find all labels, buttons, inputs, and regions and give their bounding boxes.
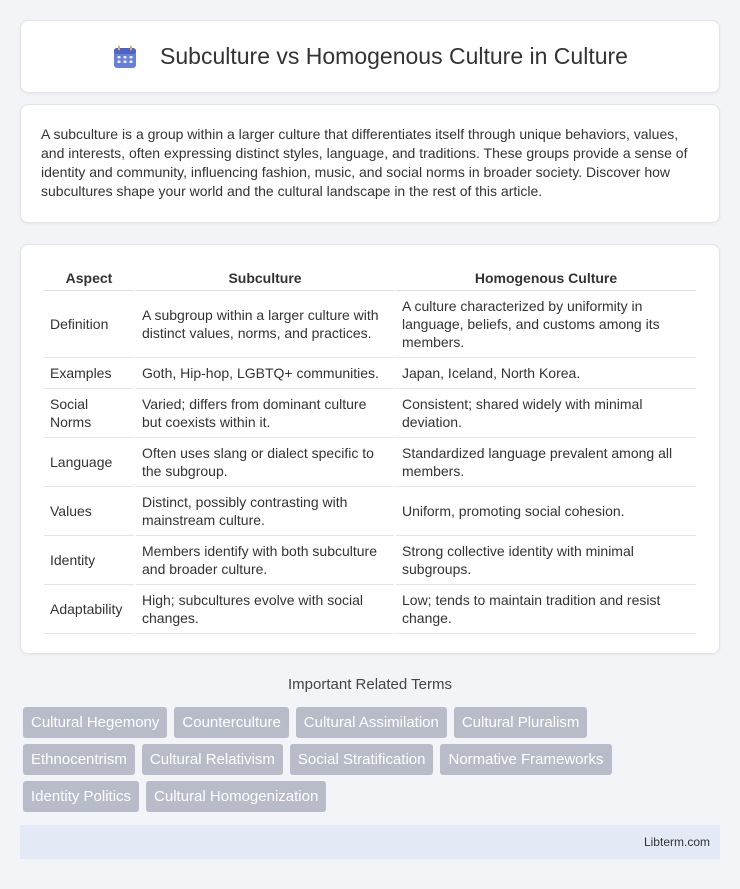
cell-subculture: Often uses slang or dialect specific to the subgroup. <box>136 438 394 487</box>
related-terms-title: Important Related Terms <box>288 676 452 693</box>
header-aspect: Aspect <box>44 265 134 291</box>
related-term-tag[interactable]: Identity Politics <box>23 781 139 812</box>
related-term-tag[interactable]: Cultural Hegemony <box>23 707 167 738</box>
footer-site-link[interactable]: Libterm.com <box>643 835 710 849</box>
cell-subculture: Goth, Hip-hop, LGBTQ+ communities. <box>136 358 394 389</box>
table-row <box>44 389 696 438</box>
cell-homogenous: A culture characterized by uniformity in language, beliefs, and customs among its members. <box>396 291 696 358</box>
related-terms-list <box>23 707 703 818</box>
related-term-tag[interactable]: Social Stratification <box>290 744 434 775</box>
related-term-tag[interactable]: Counterculture <box>174 707 288 738</box>
cell-aspect: Language <box>44 438 134 487</box>
cell-subculture: High; subcultures evolve with social changes. <box>136 585 394 634</box>
cell-aspect: Values <box>44 487 134 536</box>
footer <box>20 825 720 859</box>
related-term-tag[interactable]: Normative Frameworks <box>440 744 611 775</box>
table-row <box>44 487 696 536</box>
cell-aspect: Definition <box>44 291 134 358</box>
cell-homogenous: Low; tends to maintain tradition and resist change. <box>396 585 696 634</box>
table-row <box>44 536 696 585</box>
table-row <box>44 358 696 389</box>
comparison-table-card <box>20 244 720 654</box>
cell-homogenous: Uniform, promoting social cohesion. <box>396 487 696 536</box>
cell-homogenous: Standardized language prevalent among all members. <box>396 438 696 487</box>
cell-aspect: Social Norms <box>44 389 134 438</box>
cell-homogenous: Japan, Iceland, North Korea. <box>396 358 696 389</box>
cell-homogenous: Consistent; shared widely with minimal deviation. <box>396 389 696 438</box>
related-term-tag[interactable]: Cultural Pluralism <box>454 707 588 738</box>
comparison-table <box>42 265 698 634</box>
table-row <box>44 291 696 358</box>
related-term-tag[interactable]: Cultural Assimilation <box>296 707 447 738</box>
table-row <box>44 438 696 487</box>
table-header-row <box>44 265 696 291</box>
cell-subculture: A subgroup within a larger culture with distinct values, norms, and practices. <box>136 291 394 358</box>
header-homogenous-culture: Homogenous Culture <box>396 265 696 291</box>
cell-homogenous: Strong collective identity with minimal subgroups. <box>396 536 696 585</box>
header-subculture: Subculture <box>136 265 394 291</box>
cell-aspect: Examples <box>44 358 134 389</box>
calendar-icon <box>112 44 138 70</box>
related-term-tag[interactable]: Cultural Relativism <box>142 744 283 775</box>
intro-card <box>20 104 720 223</box>
cell-aspect: Identity <box>44 536 134 585</box>
cell-subculture: Members identify with both subculture and broader culture. <box>136 536 394 585</box>
header-card <box>20 20 720 93</box>
cell-aspect: Adaptability <box>44 585 134 634</box>
related-term-tag[interactable]: Ethnocentrism <box>23 744 135 775</box>
table-row <box>44 585 696 634</box>
intro-text: A subculture is a group within a larger culture that differentiates itself through unique behaviors, values, and interests, often expressing distinct styles, language, and traditions. These groups provide a sense of identity and community, influencing fashion, music, and social norms in broader society. Discover how subcultures shape your world and the cultural landscape in the rest of this article. <box>41 126 688 199</box>
cell-subculture: Distinct, possibly contrasting with mainstream culture. <box>136 487 394 536</box>
cell-subculture: Varied; differs from dominant culture but coexists within it. <box>136 389 394 438</box>
related-term-tag[interactable]: Cultural Homogenization <box>146 781 326 812</box>
page-title: Subculture vs Homogenous Culture in Culture <box>160 43 628 69</box>
